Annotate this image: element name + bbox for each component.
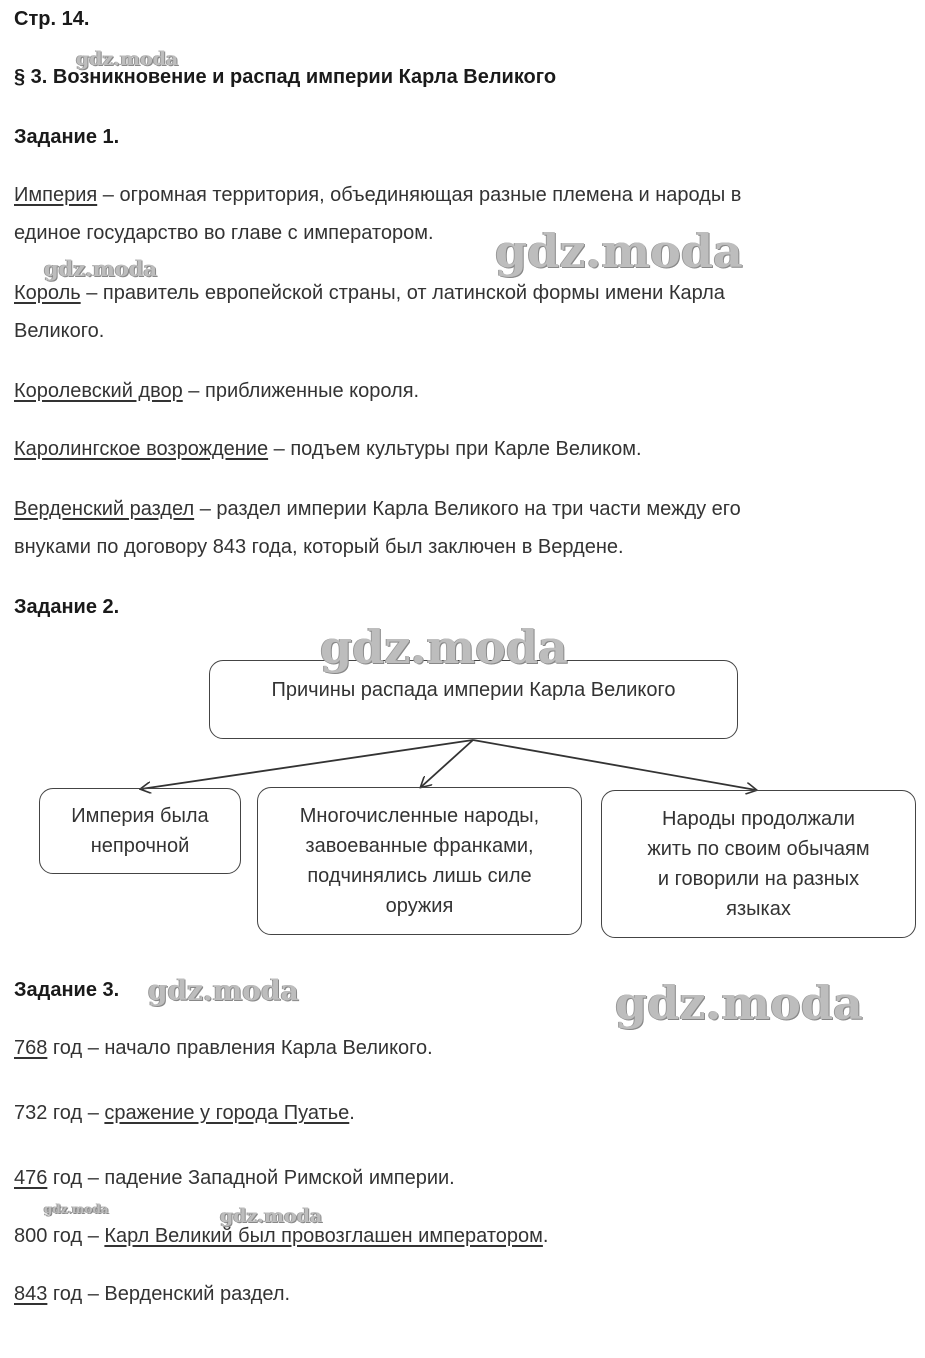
term-empire: Империя: [14, 184, 98, 206]
term-king: Король: [14, 282, 81, 304]
watermark: gdz.moda: [320, 620, 568, 674]
cause-line: непрочной: [90, 835, 190, 857]
cause-line: завоеванные франками,: [305, 835, 534, 857]
separator: год –: [47, 1102, 105, 1124]
page-number: Стр. 14.: [14, 8, 90, 30]
year: 768: [14, 1037, 48, 1059]
arrow-left: [141, 740, 473, 789]
cause-line: языках: [726, 898, 791, 920]
timeline-entry: [14, 1159, 455, 1197]
definition-text: – раздел империи Карла Великого на три части между его: [194, 498, 741, 520]
term-verdun: Верденский раздел: [14, 498, 195, 520]
task2-heading: Задание 2.: [14, 596, 120, 618]
term-carolingian: Каролингское возрождение: [14, 438, 269, 460]
separator: год –: [47, 1283, 105, 1305]
timeline-entry: [14, 1275, 290, 1313]
cause-line: жить по своим обычаям: [647, 838, 870, 860]
cause-box-1: [39, 788, 241, 874]
definition-text: – подъем культуры при Карле Великом.: [268, 438, 642, 460]
section-title: § 3. Возникновение и распад империи Карла Великого: [14, 66, 557, 88]
watermark: gdz.moda: [220, 1205, 323, 1227]
cause-box-2: [257, 787, 582, 935]
term-royal-court: Королевский двор: [14, 380, 183, 402]
watermark: gdz.moda: [44, 256, 158, 281]
cause-line: оружия: [385, 895, 454, 917]
diagram-root-text: Причины распада империи Карла Великого: [271, 679, 676, 701]
event: Карл Великий был провозглашен императором: [104, 1225, 543, 1247]
end-mark: .: [542, 1225, 549, 1247]
cause-line: Многочисленные народы,: [299, 805, 540, 827]
definition-text: – правитель европейской страны, от латинской формы имени Карла: [80, 282, 725, 304]
task1-heading: Задание 1.: [14, 126, 120, 148]
event: Верденский раздел.: [104, 1283, 291, 1305]
end-mark: .: [349, 1102, 355, 1124]
cause-line: подчинялись лишь силе: [307, 865, 532, 887]
definition-text: – огромная территория, объединяющая разные племена и народы в: [97, 184, 742, 206]
event: падение Западной Римской империи.: [104, 1167, 455, 1189]
event: начало правления Карла Великого.: [104, 1037, 433, 1059]
year: 732: [14, 1102, 48, 1124]
year: 476: [14, 1167, 48, 1189]
watermark: gdz.moda: [76, 48, 179, 70]
timeline-entry: [14, 1029, 433, 1067]
separator: год –: [47, 1225, 105, 1247]
definition-text: единое государство во главе с императором.: [14, 222, 434, 244]
timeline-entry: [14, 1094, 355, 1132]
separator: год –: [47, 1037, 105, 1059]
task3-heading: Задание 3.: [14, 979, 120, 1001]
cause-box-3: [601, 790, 916, 938]
arrow-right: [473, 740, 756, 790]
watermark: gdz.moda: [148, 974, 299, 1007]
separator: год –: [47, 1167, 105, 1189]
cause-line: и говорили на разных: [657, 868, 860, 890]
definition-text: Великого.: [14, 320, 105, 342]
watermark: gdz.moda: [495, 224, 743, 278]
watermark: gdz.moda: [615, 976, 863, 1030]
cause-line: Империя была: [71, 805, 209, 827]
event: сражение у города Пуатье: [104, 1102, 350, 1124]
year: 843: [14, 1283, 48, 1305]
definition-text: – приближенные короля.: [182, 380, 420, 402]
watermark: gdz.moda: [44, 1202, 109, 1216]
year: 800: [14, 1225, 48, 1247]
cause-line: Народы продолжали: [662, 808, 855, 830]
definition-text: внуками по договору 843 года, который был заключен в Вердене.: [14, 536, 624, 558]
